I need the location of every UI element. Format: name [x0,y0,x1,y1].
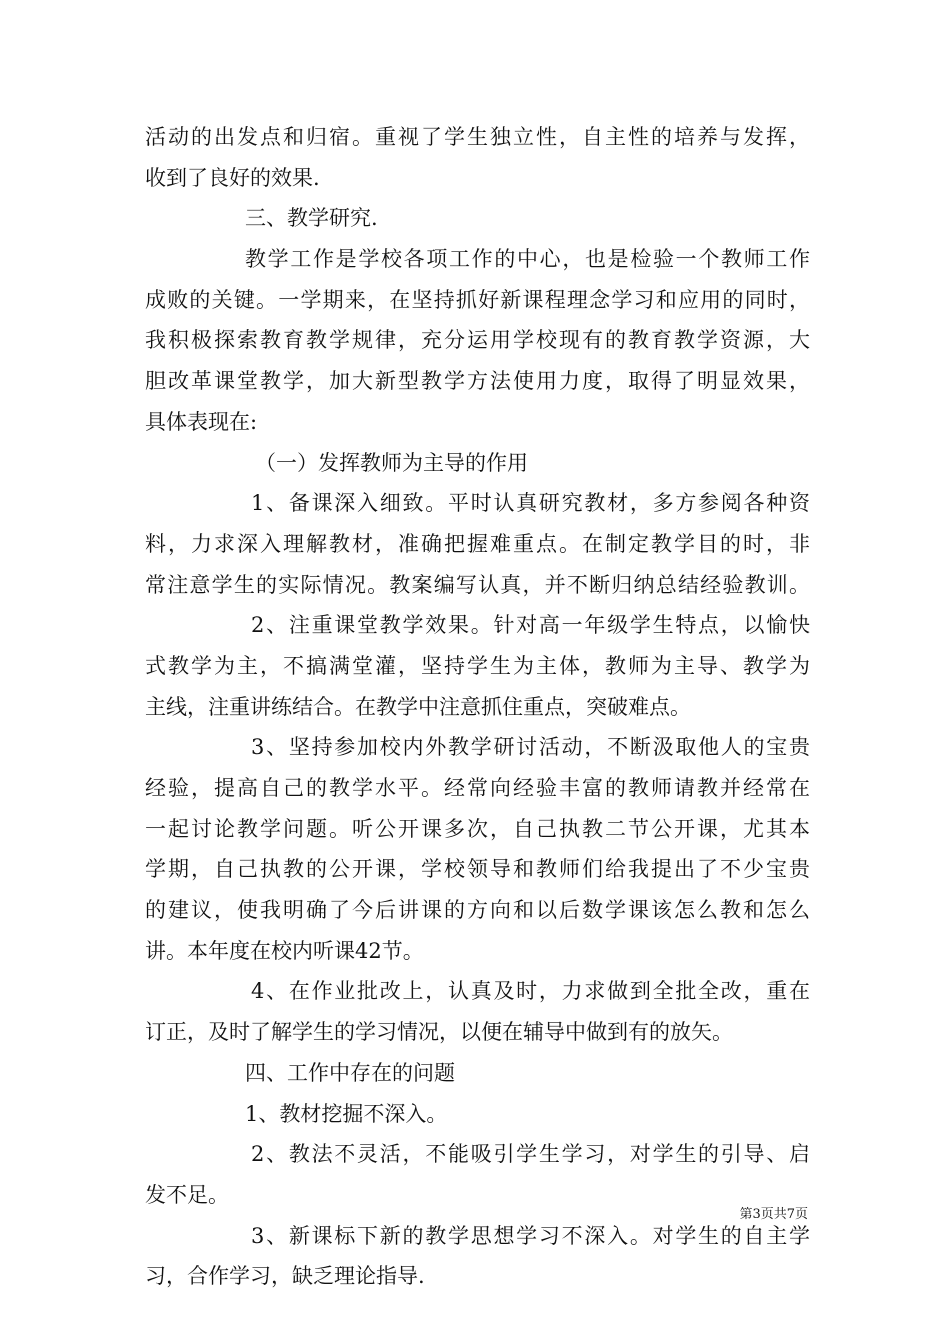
text-line: 3、新课标下新的教学思想学习不深入。对学生的自主学 [251,1223,810,1248]
page-number: 第3页共7页 [739,1207,808,1222]
text-line: 成败的关键。一学期来，在坚持抓好新课程理念学习和应用的同时， [145,287,810,312]
text-line: 主线，注重讲练结合。在教学中注意抓住重点，突破难点。 [145,694,691,719]
text-line: 的建议，使我明确了今后讲课的方向和以后数学课该怎么教和怎么 [145,898,810,923]
text-line: 料，力求深入理解教材，准确把握难重点。在制定教学目的时，非 [145,531,810,556]
text-line: 一起讨论教学问题。听公开课多次，自己执教二节公开课，尤其本 [145,816,810,841]
text-line: 习，合作学习，缺乏理论指导. [145,1264,425,1289]
text-line: 4、在作业批改上，认真及时，力求做到全批全改，重在 [251,979,810,1004]
text-line: 1、备课深入细致。平时认真研究教材，多方参阅各种资 [251,491,810,516]
text-line: 1、教材挖掘不深入。 [245,1101,448,1126]
text-line: 2、注重课堂教学效果。针对高一年级学生特点，以愉快 [251,613,810,638]
text-line: 3、坚持参加校内外教学研讨活动，不断汲取他人的宝贵 [251,735,810,760]
section-heading: 三、教学研究. [245,206,378,231]
text-line: 常注意学生的实际情况。教案编写认真，并不断归纳总结经验教训。 [145,572,810,597]
text-line: 2、教法不灵活，不能吸引学生学习，对学生的引导、启 [251,1142,810,1167]
text-line: 教学工作是学校各项工作的中心，也是检验一个教师工作 [245,247,810,272]
text-line: 我积极探索教育教学规律，充分运用学校现有的教育教学资源，大 [145,328,810,353]
text-line: 讲。本年度在校内听课42节。 [145,938,424,963]
text-line: 活动的出发点和归宿。重视了学生独立性，自主性的培养与发挥， [145,125,810,149]
text-line: 具体表现在: [145,409,258,434]
document-body [145,117,810,1297]
text-line: 订正，及时了解学生的学习情况，以便在辅导中做到有的放矢。 [145,1020,733,1045]
text-line: 式教学为主，不搞满堂灌，坚持学生为主体，教师为主导、教学为 [145,653,810,678]
subsection-heading: （一）发挥教师为主导的作用 [255,450,528,475]
text-line: 经验，提高自己的教学水平。经常向经验丰富的教师请教并经常在 [145,776,810,800]
section-heading: 四、工作中存在的问题 [245,1060,455,1085]
text-line: 发不足。 [145,1182,229,1207]
text-line: 胆改革课堂教学，加大新型教学方法使用力度，取得了明显效果， [145,369,810,394]
text-line: 学期，自己执教的公开课，学校领导和教师们给我提出了不少宝贵 [145,857,810,882]
text-line: 收到了良好的效果. [145,165,320,190]
